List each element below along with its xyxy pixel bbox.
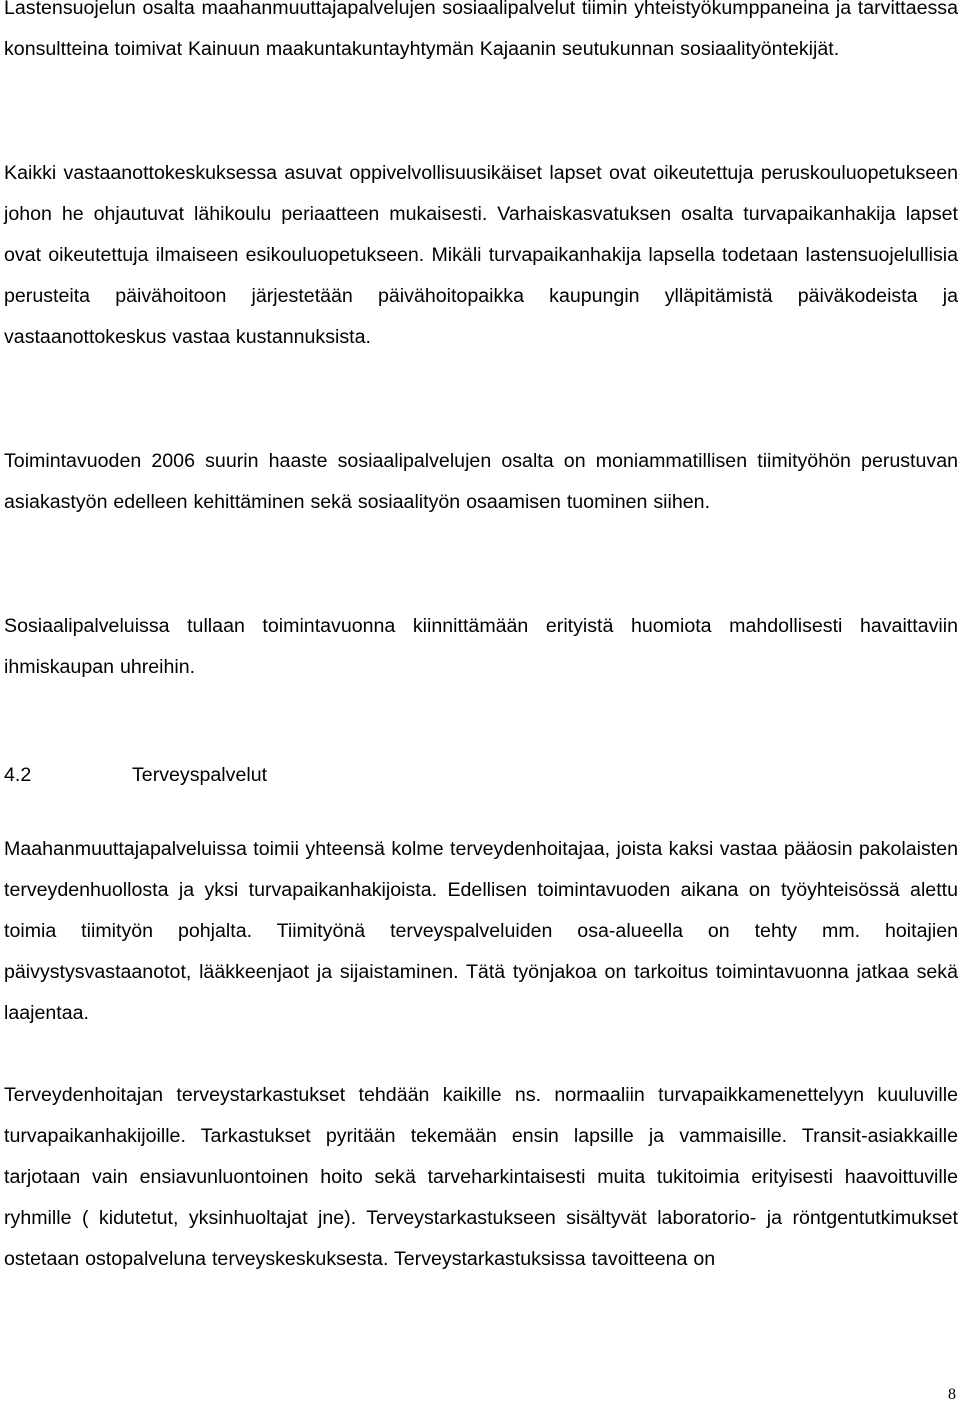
section-heading [4,755,267,796]
section-number: 4.2 [4,764,32,786]
section-title: Terveyspalvelut [132,764,268,786]
paragraph-health-nurses: Maahanmuuttajapalveluissa toimii yhteensä kolme terveydenhoitajaa, joista kaksi vastaa pääosin pakolaisten terveydenhuollosta ja yksi turvapaikanhakijoista. Edellisen toimintavuoden aikana on työyhteisössä alettu toimia tiimityön pohjalta. Tiimityönä terveyspalveluiden osa-alueella on tehty mm. hoitajien päivystysvastaanotot, lääkkeenjaot ja sijaistaminen. Tätä työnjakoa on tarkoitus toimintavuonna jatkaa sekä laajentaa. [4,838,958,1024]
paragraph-challenge-2006: Toimintavuoden 2006 suurin haaste sosiaalipalvelujen osalta on moniammatillisen tiimityöhön perustuvan asiakastyön edelleen kehittäminen sekä sosiaalityön osaamisen tuominen siihen. [4,450,958,513]
paragraph-schooling: Kaikki vastaanottokeskuksessa asuvat oppivelvollisuusikäiset lapset ovat oikeutettuja peruskouluopetukseen johon he ohjautuvat lähikoulu periaatteen mukaisesti. Varhaiskasvatuksen osalta turvapaikanhakija lapset ovat oikeutettuja ilmaiseen esikouluopetukseen. Mikäli turvapaikanhakija lapsella todetaan lastensuojelullisia perusteita päivähoitoon järjestetään päivähoitopaikka kaupungin ylläpitämistä päiväkodeista ja vastaanottokeskus vastaa kustannuksista. [4,162,958,348]
paragraph-human-trafficking: Sosiaalipalveluissa tullaan toimintavuonna kiinnittämään erityistä huomiota mahdollisesti havaittaviin ihmiskaupan uhreihin. [4,615,958,678]
paragraph-child-welfare: Lastensuojelun osalta maahanmuuttajapalvelujen sosiaalipalvelut tiimin yhteistyökumppaneina ja tarvittaessa konsultteina toimivat Kainuun maakuntakuntayhtymän Kajaanin seutukunnan sosiaalityöntekijät. [4,0,958,60]
paragraph-health-checkups: Terveydenhoitajan terveystarkastukset tehdään kaikille ns. normaaliin turvapaikkamenettelyyn kuuluville turvapaikanhakijoille. Tarkastukset pyritään tekemään ensin lapsille ja vammaisille. Transit-asiakkaille tarjotaan vain ensiavunluontoinen hoito sekä tarveharkintaisesti muita tukitoimia erityisesti haavoittuville ryhmille ( kidutetut, yksinhuoltajat jne). Terveystarkastukseen sisältyvät laboratorio- ja röntgentutkimukset ostetaan ostopalveluna terveyskeskuksesta. Terveystarkastuksissa tavoitteena on [4,1084,958,1270]
page-number: 8 [948,1386,956,1403]
